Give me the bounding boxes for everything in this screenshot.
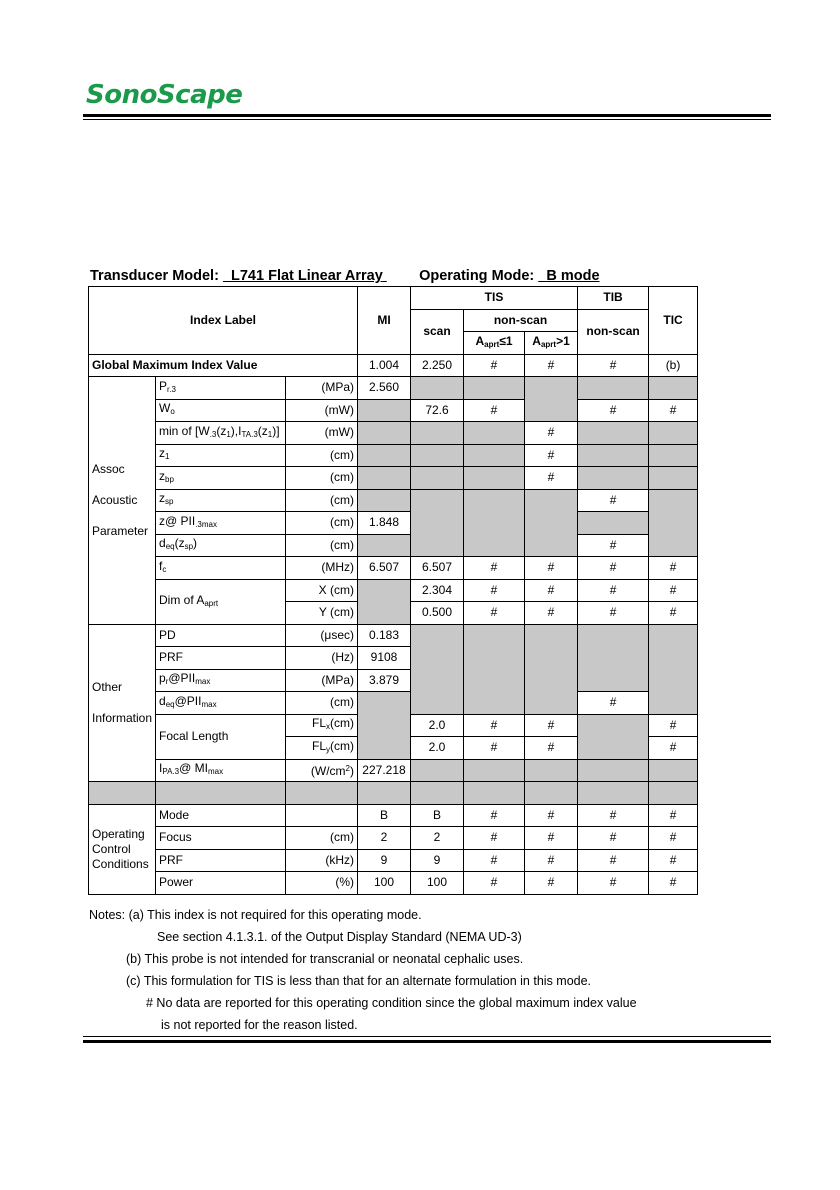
note-line: (c) This formulation for TIS is less than that for an alternate formulation in this mode. bbox=[126, 974, 592, 988]
fly-ns-gt1: # bbox=[525, 737, 578, 760]
minof-unit: (mW) bbox=[286, 422, 358, 445]
op-ns-gt1: # bbox=[525, 849, 578, 872]
zpii-mi: 1.848 bbox=[358, 512, 411, 535]
tib-header: TIB bbox=[578, 287, 649, 310]
op-ns-le1: # bbox=[464, 872, 525, 895]
op-label: Mode bbox=[156, 804, 286, 827]
op-mi: 2 bbox=[358, 827, 411, 850]
op-ns-le1: # bbox=[464, 827, 525, 850]
deqpii-row bbox=[89, 692, 698, 715]
note-line: # No data are reported for this operating condition since the global maximum index value bbox=[146, 996, 637, 1010]
header-rule bbox=[83, 114, 771, 117]
op-tic: # bbox=[649, 827, 698, 850]
fc-scan: 6.507 bbox=[411, 557, 464, 580]
op-label: Focus bbox=[156, 827, 286, 850]
zbp-row bbox=[89, 467, 698, 490]
footer-rule bbox=[83, 1040, 771, 1043]
aprt-gt1-header: $A_{aprt}>1$ bbox=[525, 332, 578, 355]
ipa-label: $I_{PA.3}@$ $MI_{max}$ bbox=[156, 759, 286, 782]
note-line: (b) This probe is not intended for transcranial or neonatal cephalic uses. bbox=[126, 952, 524, 966]
minof-row bbox=[89, 422, 698, 445]
dim-x-tic: # bbox=[649, 579, 698, 602]
transducer-value: L741 Flat Linear Array bbox=[231, 268, 383, 284]
op-tic: # bbox=[649, 804, 698, 827]
global-tic: (b) bbox=[649, 354, 698, 377]
fly-ns-le1: # bbox=[464, 737, 525, 760]
op-scan: 100 bbox=[411, 872, 464, 895]
aprt-le1-header: $A_{aprt}\le 1$ bbox=[464, 332, 525, 355]
flx-unit: $FL_x(cm)$ bbox=[286, 714, 358, 737]
z1-unit: (cm) bbox=[286, 444, 358, 467]
deq-unit: (cm) bbox=[286, 534, 358, 557]
operating-group-label: Operating Control Conditions bbox=[89, 804, 156, 894]
header-rule-thin bbox=[83, 119, 771, 120]
mode-label: Operating Mode: bbox=[419, 268, 535, 284]
zsp-label: $z_{sp}$ bbox=[156, 489, 286, 512]
fc-ns-gt1: # bbox=[525, 557, 578, 580]
pr-unit: (MPa) bbox=[286, 669, 358, 692]
z1-row bbox=[89, 444, 698, 467]
fc-row bbox=[89, 557, 698, 580]
fly-tic: # bbox=[649, 737, 698, 760]
flx-tic: # bbox=[649, 714, 698, 737]
pr-label: $p_r@PII_{max}$ bbox=[156, 669, 286, 692]
zsp-row bbox=[89, 489, 698, 512]
ipa-unit: $(W/cm^2)$ bbox=[286, 759, 358, 782]
pr3-unit: (MPa) bbox=[286, 377, 358, 400]
brand-logo: SonoScape bbox=[86, 80, 243, 110]
fc-tib: # bbox=[578, 557, 649, 580]
dim-y-tib: # bbox=[578, 602, 649, 625]
op-mi: 9 bbox=[358, 849, 411, 872]
flx-ns-gt1: # bbox=[525, 714, 578, 737]
dim-x-tib: # bbox=[578, 579, 649, 602]
header-row-1 bbox=[89, 287, 698, 310]
pd-row bbox=[89, 624, 698, 647]
prf-mi: 9108 bbox=[358, 647, 411, 670]
focal-label: Focal Length bbox=[156, 714, 286, 759]
tic-header: TIC bbox=[649, 287, 698, 355]
operating-row bbox=[89, 827, 698, 850]
op-ns-le1: # bbox=[464, 849, 525, 872]
dim-x-row bbox=[89, 579, 698, 602]
global-mi: 1.004 bbox=[358, 354, 411, 377]
fly-scan: 2.0 bbox=[411, 737, 464, 760]
zbp-ns-gt1: # bbox=[525, 467, 578, 490]
wo-tib: # bbox=[578, 399, 649, 422]
global-ns-le1: # bbox=[464, 354, 525, 377]
wo-ns-le1: # bbox=[464, 399, 525, 422]
op-label: Power bbox=[156, 872, 286, 895]
deqpii-tib: # bbox=[578, 692, 649, 715]
fc-ns-le1: # bbox=[464, 557, 525, 580]
deq-label: $d_{eq}(z_{sp})$ bbox=[156, 534, 286, 557]
table-caption bbox=[90, 268, 600, 284]
fc-mi: 6.507 bbox=[358, 557, 411, 580]
operating-row bbox=[89, 804, 698, 827]
dim-y-unit: Y (cm) bbox=[286, 602, 358, 625]
op-scan: 2 bbox=[411, 827, 464, 850]
footer-rule-thin bbox=[83, 1036, 771, 1037]
wo-row bbox=[89, 399, 698, 422]
z1-ns-gt1: # bbox=[525, 444, 578, 467]
note-line: Notes: (a) This index is not required for this operating mode. bbox=[89, 908, 422, 922]
other-group-label: Other Information bbox=[89, 624, 156, 782]
pr3-label: $P_{r.3}$ bbox=[156, 377, 286, 400]
op-ns-gt1: # bbox=[525, 872, 578, 895]
global-ns-gt1: # bbox=[525, 354, 578, 377]
op-ns-gt1: # bbox=[525, 827, 578, 850]
minof-ns-gt1: # bbox=[525, 422, 578, 445]
op-tib: # bbox=[578, 849, 649, 872]
ipa-row bbox=[89, 759, 698, 782]
z1-label: $z_1$ bbox=[156, 444, 286, 467]
dim-x-scan: 2.304 bbox=[411, 579, 464, 602]
op-tib: # bbox=[578, 804, 649, 827]
assoc-group-label: Assoc Acoustic Parameter bbox=[89, 377, 156, 625]
flx-ns-le1: # bbox=[464, 714, 525, 737]
wo-tic: # bbox=[649, 399, 698, 422]
dim-y-ns-le1: # bbox=[464, 602, 525, 625]
mi-header: MI bbox=[358, 287, 411, 355]
zsp-tib: # bbox=[578, 489, 649, 512]
fc-unit: (MHz) bbox=[286, 557, 358, 580]
pd-label: PD bbox=[156, 624, 286, 647]
deq-tib: # bbox=[578, 534, 649, 557]
op-unit: (%) bbox=[286, 872, 358, 895]
global-max-label: Global Maximum Index Value bbox=[89, 354, 358, 377]
acoustic-output-table bbox=[88, 286, 698, 895]
pd-mi: 0.183 bbox=[358, 624, 411, 647]
op-mi: B bbox=[358, 804, 411, 827]
tib-nonscan-header: non-scan bbox=[578, 309, 649, 354]
tis-header: TIS bbox=[411, 287, 578, 310]
op-unit bbox=[286, 804, 358, 827]
op-unit: (kHz) bbox=[286, 849, 358, 872]
flx-scan: 2.0 bbox=[411, 714, 464, 737]
notes bbox=[89, 904, 637, 1036]
pr3-row bbox=[89, 377, 698, 400]
operating-row bbox=[89, 849, 698, 872]
operating-row bbox=[89, 872, 698, 895]
zpii-unit: (cm) bbox=[286, 512, 358, 535]
wo-label: $W_o$ bbox=[156, 399, 286, 422]
op-scan: B bbox=[411, 804, 464, 827]
prf-unit: (Hz) bbox=[286, 647, 358, 670]
note-line: See section 4.1.3.1. of the Output Display Standard (NEMA UD-3) bbox=[157, 930, 522, 944]
deqpii-label: $d_{eq}@PII_{max}$ bbox=[156, 692, 286, 715]
op-unit: (cm) bbox=[286, 827, 358, 850]
op-label: PRF bbox=[156, 849, 286, 872]
separator-row bbox=[89, 782, 698, 805]
op-ns-gt1: # bbox=[525, 804, 578, 827]
zpii-label: z@ $PII_{.3max}$ bbox=[156, 512, 286, 535]
dim-y-tic: # bbox=[649, 602, 698, 625]
fc-tic: # bbox=[649, 557, 698, 580]
op-tib: # bbox=[578, 872, 649, 895]
op-tic: # bbox=[649, 849, 698, 872]
zpii-row bbox=[89, 512, 698, 535]
op-tic: # bbox=[649, 872, 698, 895]
fly-unit: $FL_y(cm)$ bbox=[286, 737, 358, 760]
global-tib: # bbox=[578, 354, 649, 377]
global-max-row bbox=[89, 354, 698, 377]
zbp-unit: (cm) bbox=[286, 467, 358, 490]
note-line: is not reported for the reason listed. bbox=[161, 1018, 358, 1032]
op-tib: # bbox=[578, 827, 649, 850]
scan-header: scan bbox=[411, 309, 464, 354]
zsp-unit: (cm) bbox=[286, 489, 358, 512]
global-scan: 2.250 bbox=[411, 354, 464, 377]
index-label-header: Index Label bbox=[89, 287, 358, 355]
op-scan: 9 bbox=[411, 849, 464, 872]
zbp-label: $z_{bp}$ bbox=[156, 467, 286, 490]
mode-value: B mode bbox=[546, 268, 600, 284]
dim-x-ns-le1: # bbox=[464, 579, 525, 602]
ipa-mi: 227.218 bbox=[358, 759, 411, 782]
transducer-label: Transducer Model: bbox=[90, 268, 219, 284]
op-mi: 100 bbox=[358, 872, 411, 895]
non-scan-header: non-scan bbox=[464, 309, 578, 332]
wo-unit: (mW) bbox=[286, 399, 358, 422]
dim-y-scan: 0.500 bbox=[411, 602, 464, 625]
minof-label: min of $[W_{.3}(z_1),I_{TA.3}(z_1)]$ bbox=[156, 422, 286, 445]
prf-label: PRF bbox=[156, 647, 286, 670]
deq-row bbox=[89, 534, 698, 557]
dim-label: Dim of $A_{aprt}$ bbox=[156, 579, 286, 624]
dim-x-ns-gt1: # bbox=[525, 579, 578, 602]
pd-unit: (μsec) bbox=[286, 624, 358, 647]
wo-scan: 72.6 bbox=[411, 399, 464, 422]
op-ns-le1: # bbox=[464, 804, 525, 827]
dim-x-unit: X (cm) bbox=[286, 579, 358, 602]
dim-y-ns-gt1: # bbox=[525, 602, 578, 625]
pr-mi: 3.879 bbox=[358, 669, 411, 692]
deqpii-unit: (cm) bbox=[286, 692, 358, 715]
fc-label: $f_c$ bbox=[156, 557, 286, 580]
pr3-mi: 2.560 bbox=[358, 377, 411, 400]
